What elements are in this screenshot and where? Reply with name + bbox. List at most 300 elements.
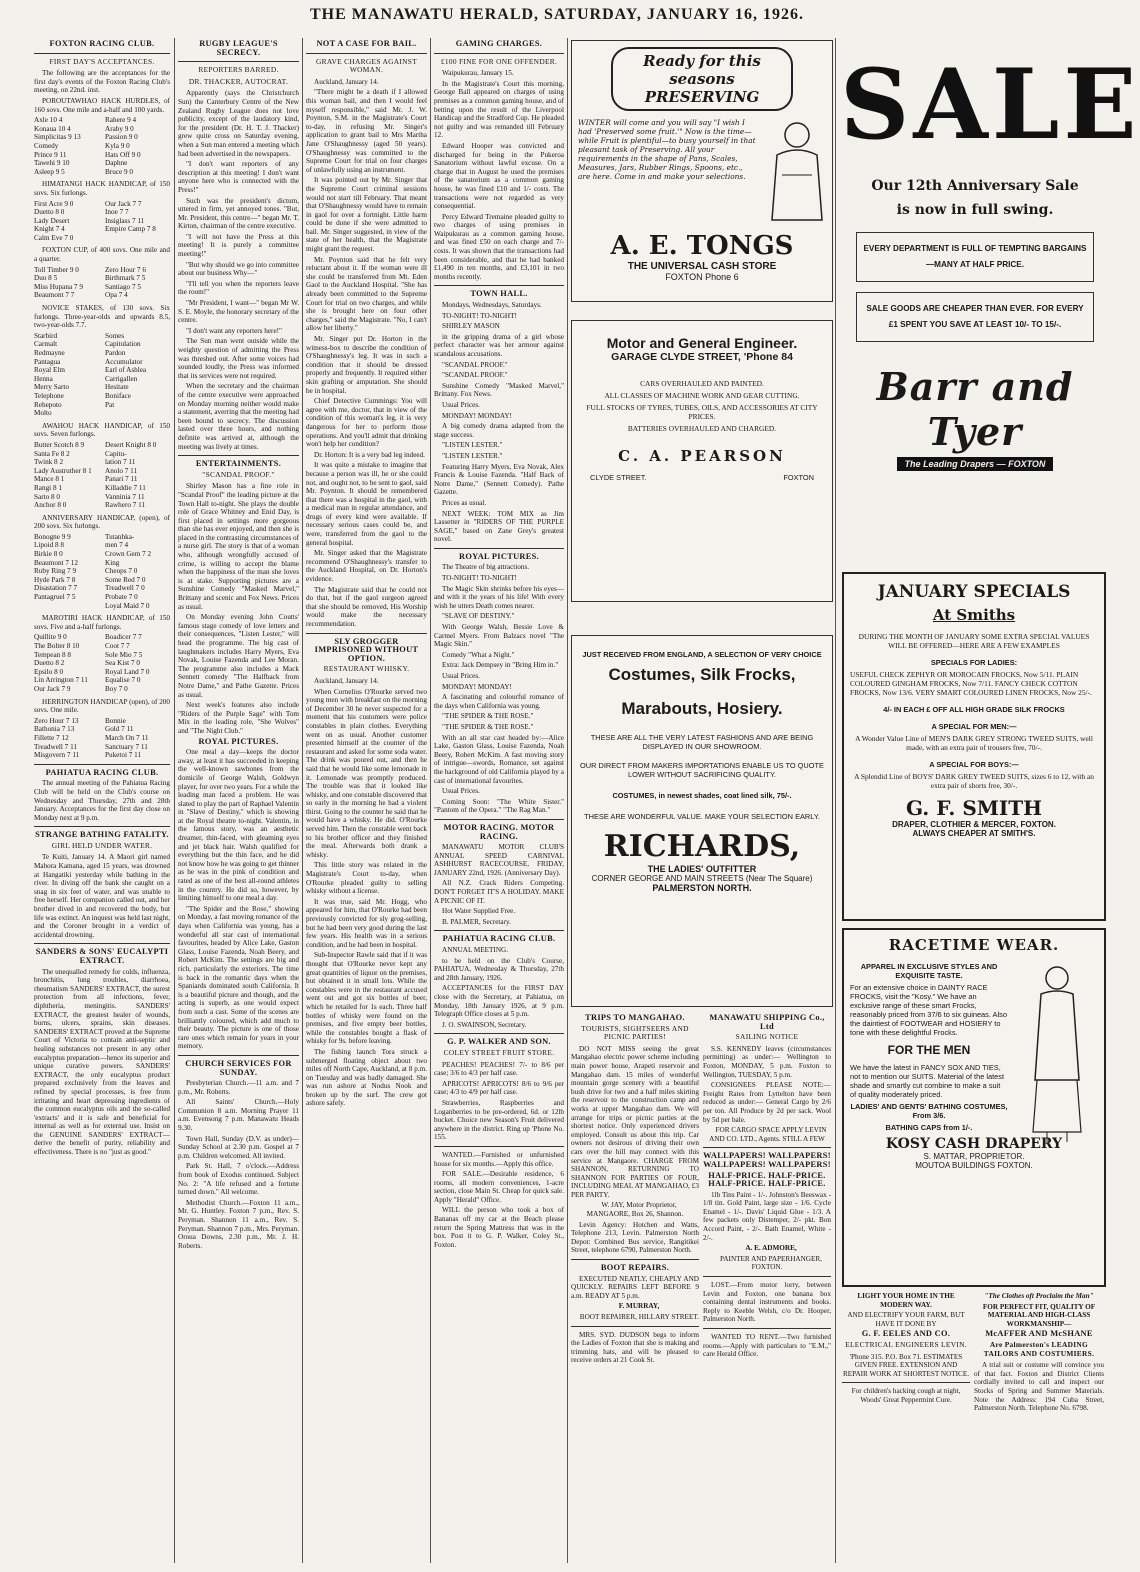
race-entry: Axle 10 4 [34, 116, 63, 125]
race-entry: Earl of Ashlea [105, 366, 147, 375]
paragraph: The unequalled remedy for colds, influenza, bronchitis, lung troubles, diarrhoea, rheumatism SANDERS' EXTRACT, the surest protection from all infections, fever, diphtheria, meningitis. SANDERS' EXTRACT, the greatest healer of wounds, burns, ulcers, sprains, skin diseases. SANDERS' EXTRACT proved at the Supreme Court of Victoria to contain anti-septic and healing substances not present in any other eucalyptus preparation—hence its superior and unique curative powers. SANDERS' EXTRACT, the only eucalyptus product prepared exclusively from the leaves and refined by special processes, is free from irritating and heart depressing ingredients of the common eucalyptus oils and the so-called 'extracts' and it is safe and beneficial for internal as well as for external use. Insist on the GENUINE SANDERS' EXTRACT—derive the benefit of purity, reliability and effectiveness. There is no "just as good." [34, 967, 170, 1157]
race-entry: Fillette 7 12 [34, 733, 69, 742]
race-entry: Miss Hupana 7 9 [34, 282, 83, 291]
ad-copy: WINTER will come and you will say "I wish I had 'Preserved some fruit.'" Now is the time—while Fruit is plentiful—to busy yourself in that pleasant task of Preserving. All your requirements in the shape of Pans, Scales, Measures, Jars, Rubber Rings, Spoons, etc., are here. Come in and make your selections. [578, 118, 756, 181]
race-entry: Redmayne [34, 349, 65, 357]
race-entry: Panari 7 11 [105, 475, 138, 484]
paragraph: Coming Soon: "The White Sister." "Pantom of the Opera." "The Rag Man." [434, 797, 564, 815]
race-entry: Coot 7 7 [105, 642, 130, 650]
race-title: MAROTIRI HACK HANDICAP, of 150 sovs. Five and a-half furlongs. [34, 614, 170, 631]
race-entry: Accumulator [105, 357, 143, 366]
ad-body: A trial suit or costume will convince you of that fact. Foxton and District Clients cordially invited to call and inspect our Stocks of Spring and Summer Materials. Note the Address: 194 Cuba Street, Palmerston North. Telephone No. 6798. [974, 1361, 1104, 1413]
race-title: ANNIVERSARY HANDICAP, (open), of 200 sovs. Six furlongs. [34, 513, 170, 531]
ad-section: A SPECIAL FOR MEN:— [931, 722, 1017, 731]
race-title: NOVICE STAKES, of 130 sovs. Six furlongs. Three-year-olds and upwards 8.5, two-year-olds 7.7. [34, 304, 170, 330]
ad-body: AND ELECTRIFY YOUR FARM, BUT HAVE IT DONE BY [847, 1311, 965, 1328]
race-title: POROUTAWHAO HACK HURDLES, of 160 sovs. One mile and a-half and 100 yards. [34, 96, 170, 114]
headline: STRANGE BATHING FATALITY. [35, 830, 169, 840]
ad-kosy [842, 928, 1106, 1287]
paragraph: "THE SPIDER & THE ROSE." [442, 712, 534, 721]
headline: CHURCH SERVICES FOR SUNDAY. [185, 1058, 292, 1077]
advertiser-tagline: PAINTER AND PAPERHANGER, FOXTON. [720, 1254, 822, 1272]
race-entry: Disastation 7 7 [34, 584, 78, 593]
advertiser-name: A. E. TONGS [610, 231, 794, 261]
paragraph: Extra: Jack Dempsey in "Bring Him in." [442, 661, 559, 670]
paragraph: in the gripping drama of a girl whose perfect character was her armour against scandalous accusations. [434, 332, 564, 358]
paragraph: S.S. KENNEDY leaves (circumstances permitting) as under:— Wellington to Foxton, MONDAY, 5 p.m. Foxton to Wellington, TUESDAY, 5 p.m. [703, 1044, 831, 1079]
race-entry: Rangi 8 1 [34, 483, 62, 492]
race-entry: Treadwell 7 11 [34, 742, 77, 751]
paragraph: Shirley Mason has a fine role in "Scandal Proof" the leading picture at the Town Hall to-night. She plays the double role of Grace Whitney and Enid Day, is first placed in settings more gorgeous than she has ever enjoyed, and then she is placed in the contrasting circumstances of a nurse girl. The story is that of a woman who, although wrongfully accused of crime, is willing to accept the blame when the happiness of the man she loves is at stake. Supporting pictures are a Sunshine Comedy "Masked Marvel," Brittany and scenic and Fox News. Prices as usual. [178, 482, 299, 611]
race-entry: Prince 9 11 [34, 150, 67, 159]
column-1 [34, 38, 170, 1563]
ad-heading: RACETIME WEAR. [888, 936, 1060, 954]
paragraph: MRS. SYD. DUDSON begs to inform the Ladies of Foxton that she is making and trimming hats, and will be pleased to receive orders at 21 Cook St. [571, 1330, 699, 1365]
advertiser-town: PALMERSTON NORTH. [652, 883, 752, 893]
paragraph: The Magistrate said that he could not do that, but if the gaol surgeon agreed that she should be removed, His Worship would make the necessary recommendation. [306, 585, 427, 628]
subheadline: SAILING NOTICE [735, 1032, 799, 1042]
paragraph: ACCEPTANCES for the FIRST DAY close with the Secretary, at Pahiatua, on Monday, 18th January 1926, at 9 p.m. Telegraph Office closes at 5 p.m. [434, 984, 564, 1019]
ad-pearson [571, 320, 833, 602]
paragraph: CARS OVERHAULED AND PAINTED. [640, 379, 764, 388]
ad-body: We have the latest in FANCY SOX AND TIES, not to mention our SUITS. Material of the latest shade and smartly cut combine to make a suit of quality moderately priced. [850, 1063, 1005, 1099]
ad-section: FOR THE MEN [887, 1043, 971, 1057]
race-entry: Quillite 9 0 [34, 633, 67, 642]
paragraph: When the secretary and the chairman of the centre executive were approached on Monday morning neither would make a statement, averring that the meeting had been bound to secrecy. The discussion lasted over three hours, and nothing definite was arrived at, although the meeting was lively at times. [178, 382, 299, 451]
ad-line: EVERY DEPARTMENT IS FULL OF TEMPTING BARGAINS—MANY AT HALF PRICE. [856, 232, 1094, 282]
paragraph: Prices as usual. [442, 498, 487, 507]
advertiser-slogan: ALWAYS CHEAPER AT SMITH'S. [912, 829, 1036, 838]
ad-barr-tyer-sale [840, 40, 1140, 560]
race-entry: Tawehi 9 10 [34, 159, 70, 168]
race-entry: Somes [105, 331, 125, 340]
ad-heading: JANUARY SPECIALS [877, 582, 1071, 602]
paragraph: CONSIGNEES PLEASE NOTE:— Freight Rates from Lyttelton have been reduced as under:— General Cargo by 2/6 per ton. All Produce by 2d per sack. Wool by 5d per bale. [703, 1081, 831, 1124]
advertiser-location: FOXTON Phone 6 [665, 272, 739, 282]
paragraph: MANAWATU MOTOR CLUB'S ANNUAL SPEED CARNIVAL ASHHURST RACECOURSE, FRIDAY, JANUARY 22nd, 1926. (Anniversary Day). [434, 843, 564, 877]
ad-body: 'Phone 315. P.O. Box 71. ESTIMATES GIVEN FREE. EXTENSION AND REPAIR WORK AT SHORTEST NOTICE. [842, 1352, 970, 1378]
paragraph: Levin Agency: Hotchen and Watts, Telephone 213, Levin. Palmerston North Depot: Combined Bus service, Rangitikei Street, telephone 6790, Palmerston North. [571, 1220, 699, 1255]
race-entry: Some Red 7 0 [105, 575, 146, 584]
paragraph: With an all star cast headed by:—Alice Lake, Gaston Glass, Louise Fazenda, Noah Beery, Robert McKim. A fast moving story of intrigue—swords, Romance, set against the background of old California played by a cast of international favourites. [434, 733, 564, 785]
article-body [178, 89, 299, 451]
race-entry: Tempean 8 8 [34, 650, 72, 659]
paragraph: Strawberries, Raspberries and Loganberries to be pre-ordered, 6d. or 12lb bucket. Choice new Season's Fruit delivered anywhere in the district. Ring up 'Phone No. 155. [434, 1098, 564, 1142]
ad-line: SALE GOODS ARE CHEAPER THAN EVER. FOR EVERY £1 SPENT YOU SAVE AT LEAST 10/- TO 15/-. [856, 292, 1094, 342]
race-entry: Kyla 9 0 [105, 141, 130, 150]
headline: PAHIATUA RACING CLUB. [442, 934, 556, 944]
paragraph: One meal a day—keeps the doctor away, at least it has succeeded in keeping the well-known sawbones from the domicile of George Walsh, Goldwyn player, for over two years. For a while the leading man faced a problem. He was slated to play the part of Raphael Valentin in "Slave of Destiny," which is showing at the Royal theatre to-night. Valentin, in the famous story, was an aesthetic dreamer, thin-faced, with gleaming eyes and jet black hair. Walsh qualified for everything but the thin face, and he did not know how he was going to get thinner as he was in the pink of condition and rated as one of the best all-round athletes in the country. He did so, however, by limiting himself to one meal a day. [178, 748, 299, 903]
race-list [34, 332, 170, 418]
race-entry: Pantagruel 7 5 [34, 593, 76, 602]
paragraph: It was quite a mistake to imagine that because a person was ill, he or she could not, and ought not, to be sent to gaol, said Mr. Poynton. It should be remembered that there was a hospital in the gaol, with a medical man in regular attendance, and drugs of every kind were available. If necessary serious cases could be, and were, transferred from the gaol to the general hospital. [306, 461, 427, 547]
race-entry: Boy 7 0 [105, 684, 128, 693]
subheadline: REPORTERS BARRED. [198, 65, 279, 75]
race-entry: Henna [34, 374, 53, 383]
paragraph: ALL CLASSES OF MACHINE WORK AND GEAR CUTTING. [604, 391, 800, 400]
column-2 [178, 38, 299, 1563]
ad-section: SPECIALS FOR LADIES: [930, 658, 1018, 667]
advertiser-street: CLYDE STREET. [590, 473, 647, 482]
race-entry: Butter Scotch 8 9 [34, 440, 85, 449]
paragraph: FULL STOCKS OF TYRES, TUBES, OILS, AND ACCESSORIES AT CITY PRICES. [586, 403, 818, 421]
race-entry: Boadicer 7 7 [105, 633, 142, 642]
advertiser-tagline: THE UNIVERSAL CASH STORE [627, 261, 777, 272]
race-entry: Bruce 9 0 [105, 167, 133, 176]
paragraph: Methodist Church.—Foxton 11 a.m., Mr. G. Huntley. Foxton 7 p.m., Rev. S. Peryman. Shannon 11 a.m., Rev. S. Peryman. Shannon 7 p.m., Mrs. Peryman. Oroua Downs, 2.30 p.m., Mr. J. H. Roberts. [178, 1198, 299, 1250]
paragraph: Usual Prices. [442, 400, 480, 409]
race-entry: Inoe 7 7 [105, 208, 129, 217]
ad-subheading: At Smiths [932, 606, 1016, 624]
paragraph: The Sun man went outside while the weighty question of admitting the Press was threshed out. After some voices had sounded loudly, the Press was informed that its services were not required. [178, 337, 299, 380]
race-entry: Knight 7 4 [34, 225, 65, 234]
barr-tyer-logo: Barr and Tyer [876, 364, 1074, 454]
race-list [34, 200, 170, 243]
race-entry: Our Jack 7 7 [105, 199, 142, 208]
ad-heading: "The Clothes oft Proclaim the Man" [984, 1292, 1094, 1300]
race-list [34, 717, 170, 760]
paragraph: The fishing launch Tora struck a submerged floating object about two miles off North Cape, Auckland, at 8 p.m. on Tuesday and was badly damaged. She was run ashore at Nodus Nook and broken up by the surf. The crew got ashore safely. [306, 1047, 427, 1108]
race-entry: Rehepoto [34, 400, 62, 409]
masthead: THE MANAWATU HERALD, SATURDAY, JANUARY 16, 1926. [310, 6, 804, 23]
advertiser-name: A. E. ADMORE, [745, 1244, 797, 1253]
ad-subheading: APPAREL IN EXCLUSIVE STYLES AND EXQUISITE TASTE. [860, 962, 998, 980]
paragraph: "There might be a death if I allowed this woman bail, and then I would feel myself responsible," said Mr. J. W. Poynton, S.M. in the Magistrate's Court to-day, in refusing Mr. Singer's application to grant bail to Mrs Martha Jane O'Shaughnessy (aged 50 years). O'Shaughnessy was committed to the Supreme Court for trial on four charges of unlawfully using an instrument. [306, 88, 427, 174]
article-body [178, 482, 299, 735]
headline: TRIPS TO MANGAHAO. [585, 1013, 685, 1022]
article-body [434, 301, 564, 544]
column-6-lower [703, 1012, 831, 1562]
paragraph: A big comedy drama adapted from the stage success. [434, 422, 564, 439]
race-entry: Passion 9 0 [105, 133, 138, 142]
race-entry: Treadwell 7 0 [105, 584, 145, 593]
paragraph: "LISTEN LESTER." [442, 451, 503, 460]
ad-subheading: is now in full swing. [896, 202, 1054, 218]
ad-tongs [571, 40, 833, 302]
race-entry: Toll Timber 9 0 [34, 265, 79, 274]
article-body [178, 1079, 299, 1250]
race-entry: Calm Eve 7 0 [34, 233, 74, 242]
ad-heading: Our 12th Anniversary Sale [871, 178, 1079, 194]
race-entry: Molto [34, 409, 52, 418]
column-rule [430, 38, 431, 1563]
article-body [306, 78, 427, 629]
race-entry: Carrigallen [105, 374, 138, 383]
race-entry: Cheops 7 0 [105, 567, 138, 576]
race-entry: Loyal Maid 7 0 [105, 601, 150, 610]
race-entry [34, 602, 99, 611]
article-body [434, 946, 564, 1029]
headline: ROYAL PICTURES. [458, 551, 540, 561]
advertiser-name: KOSY CASH DRAPERY [885, 1136, 1063, 1152]
ad-line: BATHING CAPS from 1/-. [885, 1123, 973, 1132]
paragraph: A fascinating and colourful romance of the days when California was young. [434, 693, 564, 710]
ad-intro: JUST RECEIVED FROM ENGLAND, A SELECTION OF VERY CHOICE [582, 650, 822, 659]
ad-items: A Splendid Line of BOYS' DARK GREY TWEED SUITS, sizes 6 to 12, with an extra pair of shorts free, 30/-. [854, 772, 1094, 790]
ad-section: A SPECIAL FOR BOYS:— [929, 760, 1019, 769]
race-entry: The Bolter 8 10 [34, 642, 80, 650]
race-entry: Duetto 8 0 [34, 208, 65, 217]
race-entry: Lady Desert [34, 216, 70, 225]
race-entry: lation 7 11 [105, 458, 136, 467]
race-entry: Crown Gem 7 2 [105, 550, 152, 559]
paragraph: WILL the person who took a box of Bananas off my car at the Beach please return the Spring Mattress that was in the box. Post it to G. P. Walker, Coley St., Foxton. [434, 1206, 564, 1249]
race-entry: Desert Knight 8 0 [105, 440, 157, 449]
ad-heading: Motor and General Engineer. [606, 335, 798, 351]
race-entry: Birthmark 7 5 [105, 274, 146, 283]
paragraph: Apparently (says the Christchurch Sun) the Canterbury Centre of the New Zealand Rugby League does not love publicity, except of the laudatory kind, for the president (Dr. H. T. J. Thacker) grew quite cross on Saturday evening, when a Sun man entered a meeting which had been advertised in the newspapers. [178, 89, 299, 158]
advertiser-tagline: ELECTRICAL ENGINEERS LEVIN. [845, 1339, 967, 1349]
paragraph: The annual meeting of the Pahiatua Racing Club will be held on the Club's course on Wednesday and Thursday, 27th and 28th January. Acceptances for the first day close on Monday next at 9 p.m. [34, 779, 170, 822]
paragraph: J. O. SWAINSON, Secretary. [442, 1020, 527, 1029]
ad-items: A Wonder Value Line of MEN'S DARK GREY STRONG TWEED SUITS, well made, with an extra pair of trousers free, 70/-. [855, 734, 1093, 752]
race-entry: Boniface [105, 391, 131, 400]
race-entry: Rawhero 7 11 [105, 501, 146, 510]
race-list [34, 266, 170, 300]
paragraph: "THE SPIDER & THE ROSE." [442, 722, 534, 731]
paragraph: Mr. Poynton said that he felt very reluctant about it. If the woman were ill she could be transferred from Mt. Eden Gaol to the Auckland Hospital. "She has already been committed to the Supreme Court for trial on two charges, and while she is brought here on four other charges," said the Magistrate. "No, I can't allow her liberty." [306, 255, 427, 333]
race-entry: Pantagua [34, 357, 61, 366]
paragraph: Town Hall, Sunday (D.V. as under)—Sunday School at 2.30 p.m. Gospel at 7 p.m. Children welcomed. All invited. [178, 1134, 299, 1160]
headline: GAMING CHARGES. [455, 39, 543, 48]
headline: SANDERS & SONS' EUCALYPTI EXTRACT. [35, 947, 169, 965]
race-entry: Merry Sarto [34, 383, 69, 392]
column-5-lower [571, 1012, 699, 1562]
paragraph: Te Kuiti, January 14. A Maori girl named Mahora Kamana, aged 15 years, was drowned at Hangatiki yesterday while bathing in the river. In diving off the bank she caught on a snag in six feet of water, and was unable to free herself. Her companion called out, and her brother dived in and recovered the body, but life was extinct. An inquest was held last night, and the Coroner brought in a verdict of accidental drowning. [34, 853, 170, 939]
paragraph: B. PALMER, Secretary. [442, 917, 511, 926]
race-entry: Telephone [34, 391, 64, 400]
race-title: AWAHOU HACK HANDICAP, of 150 sovs. Seven furlongs. [34, 421, 170, 439]
ad-line: OUR DIRECT FROM MAKERS IMPORTATIONS ENABLE US TO QUOTE LOWER WITHOUT SACRIFICING QUALITY. [580, 761, 824, 779]
race-entry: Duetto 8 2 [34, 659, 65, 668]
headline: MANAWATU SHIPPING Co., Ltd [709, 1013, 825, 1031]
signature: W. JAY, Motor Proprietor, MANGAORE, Box 26, Shannon. [586, 1201, 684, 1219]
paragraph: All N.Z. Crack Riders Competing. DON'T FORGET IT'S A HOLIDAY. MAKE A PICNIC OF IT. [434, 879, 564, 905]
race-entry: Birkie 8 0 [34, 550, 63, 559]
paragraph: Percy Edward Tremaine pleaded guilty to two charges of using premises in Waipukurau as a common gaming house, and was fined £50 on each charge and 7/- costs. It was shown that the transactions had been considerable, and that he had banked £1,490 in ten months, and £3,101 in two months recently. [434, 212, 564, 281]
paragraph: FOR CARGO SPACE APPLY LEVIN AND CO. LTD., Agents. STILL A FEW [709, 1126, 827, 1143]
advertiser-address: MOUTOA BUILDINGS FOXTON. [915, 1161, 1033, 1170]
paragraph: BATTERIES OVERHAULED AND CHARGED. [627, 424, 777, 433]
ad-heading: LIGHT YOUR HOME IN THE MODERN WAY. [857, 1292, 955, 1309]
race-entry: Royal Elm [34, 366, 65, 375]
race-entry: Puketoi 7 11 [105, 751, 142, 760]
ad-body: For an extensive choice in DAINTY RACE FROCKS, visit the "Kosy." We have an exclusive range of these smart Frocks, reasonably priced from 37/6 to six guineas. Also the daintiest of FOOTWEAR and HOSIERY to tone with these delightful Frocks. [850, 983, 1007, 1037]
race-entry: Capitu- [105, 449, 127, 458]
paragraph: For children's hacking cough at night, Woods' Great Peppermint Cure. [851, 1387, 961, 1404]
paragraph: Mr. Singer put Dr. Horton in the witness-box to describe the condition of O'Shaughnessy's leg. It was in such a condition that it should be dressed properly and frequently. It required either skin grafting or amputation. She should be in hospital. [306, 335, 427, 395]
paragraph: 1lb Tins Paint - 1/-. Johnston's Beeswax - 1/8 tin. Gold Paint, large size - 1/6. Cycle Enamel - 1/-. Davis' Liquid Glue - 1/3. A few packets only Distemper, 2/- pkt. Bon Accord Paint, - 2/-. Bath Enamel, White - 2/-. [703, 1190, 831, 1242]
paragraph: "SCANDAL PROOF." [442, 360, 508, 369]
paragraph: In the Magistrate's Court this morning, George Ball appeared on charges of using premises as a common gaming house, and of betting upon the result of the Liverpool Handicap and the Stradford Cup. He pleaded not guilty and was remanded till February 12. [434, 79, 564, 140]
race-entry: Sea Kist 7 0 [105, 659, 140, 668]
race-entry: Asleep 9 5 [34, 167, 65, 176]
paragraph: MONDAY! MONDAY! [442, 411, 512, 420]
advertiser-address: CORNER GEORGE AND MAIN STREETS (Near The Square) [591, 874, 813, 883]
advertiser-name: McAFFER AND McSHANE [985, 1329, 1093, 1339]
paragraph: ANNUAL MEETING. [442, 946, 509, 955]
ad-line: LADIES' AND GENTS' BATHING COSTUMES, From 3/6. [850, 1102, 1008, 1120]
paragraph: "LISTEN LESTER." [442, 441, 503, 450]
paragraph: APRICOTS! APRICOTS! 8/6 to 9/6 per case; 4/3 to 4/9 per half case. [434, 1079, 564, 1097]
headline: BOOT REPAIRS. [600, 1263, 670, 1273]
paragraph: Next week's features also include "Riders of the Purple Sage" with Tom Mix in the leading role, "She Wolves" and "The Night Club." [178, 701, 299, 735]
paragraph: WANTED TO RENT.—Two furnished rooms.—Apply with particulars to "E.M.," care Herald Office. [703, 1333, 831, 1359]
advertiser-tagline: Are Palmerston's LEADING TAILORS AND COSTUMIERS. [983, 1339, 1095, 1358]
article-body [434, 843, 564, 926]
paragraph: On Monday evening John Coutts' famous stage comedy of love letters and their consequences, "Listen Lester," will head the programme. The big cast of laughmakers includes Harry Myers, Eva Novak, Louise Fazenda and Lee Moran. The programme also includes a Mack Sennett comedy "The Halfback from Notre Dame," and Pathe Gazette. Prices as usual. [178, 613, 299, 699]
ad-line: THESE ARE WONDERFUL VALUE. MAKE YOUR SELECTION EARLY. [584, 812, 820, 821]
paragraph: Park St. Hall, 7 o'clock.—Address from book of Exodus continued. Subject No. 2: "A life refused and a fortune turned down." All welcome. [178, 1162, 299, 1197]
subheadline: COLEY STREET FRUIT STORE. [443, 1047, 555, 1057]
advertiser-tagline: DRAPER, CLOTHIER & MERCER, FOXTON. [892, 820, 1056, 829]
headline: SLY GROGGER IMPRISONED WITHOUT OPTION. [314, 636, 419, 663]
headline: FOXTON RACING CLUB. [49, 39, 155, 48]
paragraph: With George Walsh, Bessie Love & Carmel Myers. From Balzacs novel "The Magic Skin." [434, 623, 564, 649]
subheadline: RESTAURANT WHISKY. [323, 664, 410, 674]
ad-mcaffer [974, 1292, 1104, 1562]
paragraph: "Mr President, I want—" began Mr W. S. E. Moyle, the honorary secretary of the centre. [178, 299, 299, 325]
paragraph: Mondays, Wednesdays, Saturdays. [442, 301, 542, 310]
advertiser-name: G. F. SMITH [905, 796, 1043, 820]
race-entry: Tutanhka- [105, 532, 135, 541]
headline: NOT A CASE FOR BAIL. [316, 39, 417, 48]
race-entry: Misgovern 7 11 [34, 751, 80, 760]
race-entry: Konaua 10 4 [34, 124, 71, 133]
headline: PAHIATUA RACING CLUB. [45, 767, 159, 777]
paragraph: Sub-Inspector Rawle said that if it was thought that O'Rourke never kept any great quantities of liquor on the premises, but obtained it in small lots. While the constables were in the restaurant accused went out and got six bottles of beer, which he retailed for 1s each. Three half bottles of whisky were found on the premises, and five empty beer bottles, while the constables bought a flask of whisky for 9s. before leaving. [306, 951, 427, 1046]
ad-subheading: GARAGE CLYDE STREET, 'Phone 84 [611, 351, 793, 363]
ad-eeles [842, 1292, 970, 1562]
column-4 [434, 38, 564, 1563]
race-entry: Carmalt [34, 340, 58, 349]
article-body [434, 563, 564, 814]
race-entry: Opa 7 4 [105, 291, 128, 300]
article-body [178, 748, 299, 1051]
subheadline: GIRL HELD UNDER WATER. [51, 840, 153, 850]
paragraph: NEXT WEEK: TOM MIX as Jim Lassetter in "RIDERS OF THE PURPLE SAGE," based on Zane Grey's greatest novel. [434, 509, 564, 544]
race-entry: Twink 8 2 [34, 458, 64, 467]
paragraph: "The Spider and the Rose," showing on Monday, a fast moving romance of the days when California was young, has a wonderful all star cast of international favourites, headed by Alice Lake, Gaston Glass, Louise Fazenda, Noah Beery, and Robert McKim. The settings are big and rich, particularly the exteriors. The time is back in the romantic days when the Spaniards dominated south California. It is a beautiful picture and though, and the acting is superb, as one would expect from such a cast. Some of the scenes are brilliantly coloured, which add much to their beauty. The picture is one of those rare ones which remain for years in your memory. [178, 904, 299, 1051]
race-entry: Lady Austruther 8 1 [34, 466, 92, 475]
paragraph: Dr. Horton: It is a very bad leg indeed. [314, 450, 425, 459]
advertiser-proprietor: S. MATTAR, PROPRIETOR. [923, 1152, 1025, 1161]
article-body [434, 69, 564, 281]
ad-body: FOR PERFECT FIT, QUALITY OF MATERIAL AND HIGH-CLASS WORKMANSHIP— [982, 1302, 1096, 1328]
race-entry: Royal Land 7 0 [105, 667, 150, 676]
paragraph: It was true, said Mr. Hogg, who appeared for him, that O'Rourke had been previously convicted for sly grog-selling, but he had been very good during the last few years. His health was in a serious condition, and he had been in hospital. [306, 897, 427, 949]
paragraph: "I'll tell you when the reporters leave the room!" [178, 279, 299, 297]
paragraph: Auckland, January 14. [314, 676, 379, 685]
ad-intro: DURING THE MONTH OF JANUARY SOME EXTRA SPECIAL VALUES WILL BE OFFERED—HERE ARE A FEW EXAMPLES [858, 632, 1090, 650]
article-body [306, 677, 427, 1108]
paragraph: Waipukurau, January 15. [442, 69, 514, 78]
headline: RUGBY LEAGUE'S SECRECY. [199, 39, 278, 57]
race-entry: Santiago 7 5 [105, 282, 141, 291]
paragraph: WANTED.—Furnished or unfurnished house for six months.—Apply this office. [434, 1150, 564, 1168]
ad-smith [842, 572, 1106, 921]
race-entry: Pat [105, 400, 115, 409]
race-entry: First Acre 9 0 [34, 199, 74, 208]
headline: WALLPAPERS! WALLPAPERS! WALLPAPERS! WALLPAPERS! [703, 1151, 831, 1169]
paragraph: The Magic Skin shrinks before his eyes—and with it the years of his life! With every wish he utters Death comes nearer. [434, 584, 564, 610]
paragraph: "I don't want any reporters here!" [186, 326, 282, 335]
paragraph: LOST.—From motor lorry, between Levin and Foxton, one banana box containing dental instruments and books. Reply to Keeble Welsh, c/o Dr. Hooper, Palmerston North. [703, 1281, 831, 1324]
subheadline: "SCANDAL PROOF." [202, 469, 275, 479]
paragraph: "I don't want reporters of any description at this meeting! I don't want anyone here who is connected with the Press!" [178, 160, 299, 194]
woman-illustration-icon [762, 115, 832, 225]
paragraph: "But why should we go into committee about our business Why—" [178, 260, 299, 278]
subheadline: DR. THACKER, AUTOCRAT. [188, 76, 289, 86]
race-entry: Rahere 9 4 [105, 116, 137, 125]
paragraph: SHIRLEY MASON [442, 322, 500, 331]
ad-heading: Marabouts, Hosiery. [621, 699, 783, 718]
paragraph: All Saints' Church.—Holy Communion 8 a.m. Morning Prayer 11 a.m. Evensong 7 p.m. Manawatu Heads 9.30. [178, 1098, 299, 1133]
paragraph: Sunshine Comedy "Masked Marvel," Brittany. Fox News. [434, 381, 564, 399]
race-entry: Beaumont 7 12 [34, 558, 78, 567]
subheadline: £100 FINE FOR ONE OFFENDER. [440, 56, 558, 66]
paragraph: The Theatre of big attractions. [442, 563, 530, 572]
subheadline: FIRST DAY'S ACCEPTANCES. [49, 56, 155, 66]
paragraph: Mr. Singer asked that the Magistrate recommend O'Shaughnessy's transfer to the Auckland Hospital, on Dr. Horton's evidence. [306, 549, 427, 584]
race-entry: Hats Off 9 0 [105, 150, 141, 159]
paragraph: This little story was related in the Magistrate's Court to-day, when O'Rourke pleaded guilty to selling whisky without a license. [306, 861, 427, 896]
ad-lines [572, 379, 832, 433]
paragraph: Comedy "What a Night." [442, 650, 515, 659]
race-entry: Sarto 8 0 [34, 492, 60, 501]
paragraph: PEACHES! PEACHES! 7/- to 8/6 per case; 3/6 to 4/3 per half case. [434, 1060, 564, 1078]
paragraph: Such was the president's dictum, uttered in firm, yet annoyed tones. "But, Mr. President, this centre—" began Mr. T. Kirton, chairman of the centre executive. [178, 196, 299, 231]
race-entry: Lin Arrington 7 11 [34, 676, 88, 685]
paragraph: "I will not have the Press at this meeting! It is purely a committee meeting!" [178, 232, 299, 259]
race-entry: Hesitate [105, 383, 129, 392]
race-entry: Zero Hour 7 13 [34, 716, 79, 725]
race-entry: Empire Camp 7 8 [105, 225, 156, 234]
column-rule [302, 38, 303, 1563]
race-entry: Mance 8 1 [34, 475, 65, 484]
column-rule [174, 38, 175, 1563]
race-entry: Duo 8 5 [34, 274, 58, 283]
advertiser-name: F. MURRAY, [618, 1302, 660, 1311]
race-title: HIMATANGI HACK HANDICAP, of 150 sovs. Six furlongs. [34, 180, 170, 197]
race-entry: men 7 4 [105, 541, 129, 550]
paragraph: "SLAVE OF DESTINY." [442, 612, 515, 621]
race-list [34, 633, 170, 693]
paragraph: Edward Hooper was convicted and discharged for being in the Pukeroa Sanatorium without lawful excuse. On a charge that in August he used the premises of the sanatorium as a common gaming house, he was fined £10 and 1/- costs. The transactions were not regarded as very consequential. [434, 141, 564, 211]
paragraph: Usual Prices. [442, 672, 480, 680]
race-entry: Beaumont 7 7 [34, 291, 75, 300]
lady-figure-icon [1019, 960, 1094, 1145]
race-entry: Anchor 8 0 [34, 501, 67, 510]
race-list [34, 116, 170, 176]
ad-richards [571, 635, 833, 1007]
race-entry: Hyde Park 7 8 [34, 575, 76, 584]
barr-tyer-banner: The Leading Drapers — FOXTON [897, 457, 1054, 471]
ad-line: THESE ARE ALL THE VERY LATEST FASHIONS AND ARE BEING DISPLAYED IN OUR SHOWROOM. [590, 733, 814, 751]
paragraph: TO-NIGHT! TO-NIGHT! [442, 574, 517, 583]
headline: TOWN HALL. [470, 289, 528, 299]
race-entry: King [105, 558, 120, 567]
preserving-banner: Ready for this seasons PRESERVING [611, 47, 793, 111]
paragraph: TO-NIGHT! TO-NIGHT! [442, 311, 517, 320]
race-entry: Sole Mio 7 5 [105, 650, 143, 659]
race-entry: Daphne [105, 159, 128, 168]
race-entry: Comedy [34, 141, 59, 150]
paragraph: It was pointed out by Mr. Singer that the Supreme Court criminal sessions would not start till February. That meant that O'Shaughnessy would have to remain in gaol for over a fortnight. Little harm could be done if she were admitted to bail. Mr. Singer suggested, in view of the state of her health, that the Magistrate might grant the request. [306, 176, 427, 254]
race-entry: Starbird [34, 331, 58, 340]
classified-ads [434, 1151, 564, 1250]
advertiser-town: FOXTON [783, 473, 814, 482]
